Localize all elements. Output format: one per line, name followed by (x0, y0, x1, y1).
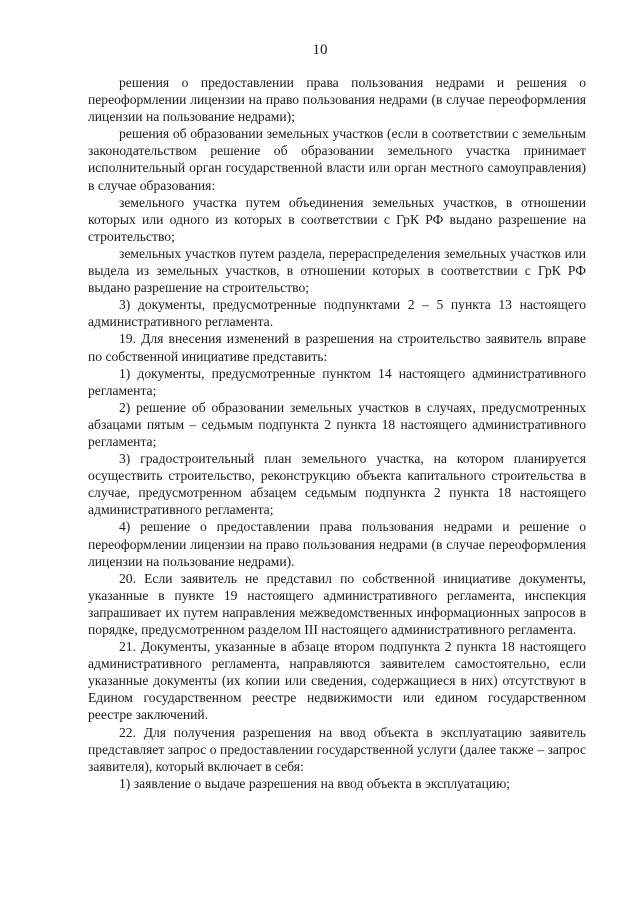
paragraph: земельных участков путем раздела, перераспределения земельных участков или выдела из земельных участков, в отношении которых в соответствии с ГрК РФ выдано разрешение на строительство; (88, 245, 586, 296)
paragraph: 19. Для внесения изменений в разрешения на строительство заявитель вправе по собственной инициативе представить: (88, 331, 586, 364)
paragraph: земельного участка путем объединения земельных участков, в отношении которых или одного из которых в соответствии с ГрК РФ выдано разрешение на строительство; (88, 194, 586, 244)
paragraph: 20. Если заявитель не представил по собственной инициативе документы, указанные в пункте 19 настоящего административного регламента, инспекция запрашивает их путем направления межведомственных информационных запросов в порядке, предусмотренном разделом III настоящего административного регламента. (88, 570, 586, 637)
paragraph: 3) документы, предусмотренные подпунктами 2 – 5 пункта 13 настоящего административного регламента. (88, 297, 586, 330)
page-number: 10 (312, 42, 328, 58)
paragraph: 1) заявление о выдаче разрешения на ввод объекта в эксплуатацию; (119, 775, 511, 791)
paragraph: 1) документы, предусмотренные пунктом 14 настоящего административного регламента; (88, 365, 586, 398)
paragraph: решения о предоставлении права пользования недрами и решения о переоформлении лицензии на право пользования недрами (в случае переоформления лицензии на пользование недрами); (88, 75, 586, 125)
paragraph: 3) градостроительный план земельного участка, на котором планируется осуществить строительство, реконструкцию объекта капитального строительства в случае, предусмотренном абзацем седьмым подпункта 2 пункта 18 настоящего административного регламента; (88, 451, 586, 518)
paragraph: 21. Документы, указанные в абзаце втором подпункта 2 пункта 18 настоящего административного регламента, направляются заявителем самостоятельно, если указанные документы (их копии или сведения, содержащиеся в них) отсутствуют в Едином государственном реестре недвижимости или едином государственном реестре заключений. (88, 639, 586, 723)
document-body (88, 74, 586, 792)
paragraph: 4) решение о предоставлении права пользования недрами и решение о переоформлении лицензии на право пользования недрами (в случае переоформления лицензии на пользование недрами). (88, 519, 586, 569)
paragraph: решения об образовании земельных участков (если в соответствии с земельным законодательством решение об образовании земельного участка принимает исполнительный орган государственной власти или орган местного самоуправления) в случае образования: (88, 126, 586, 193)
paragraph: 2) решение об образовании земельных участков в случаях, предусмотренных абзацами пятым – седьмым подпункта 2 пункта 18 настоящего административного регламента; (88, 399, 586, 449)
paragraph: 22. Для получения разрешения на ввод объекта в эксплуатацию заявитель представляет запрос о предоставлении государственной услуги (далее также – запрос заявителя), который включает в себя: (88, 724, 586, 774)
